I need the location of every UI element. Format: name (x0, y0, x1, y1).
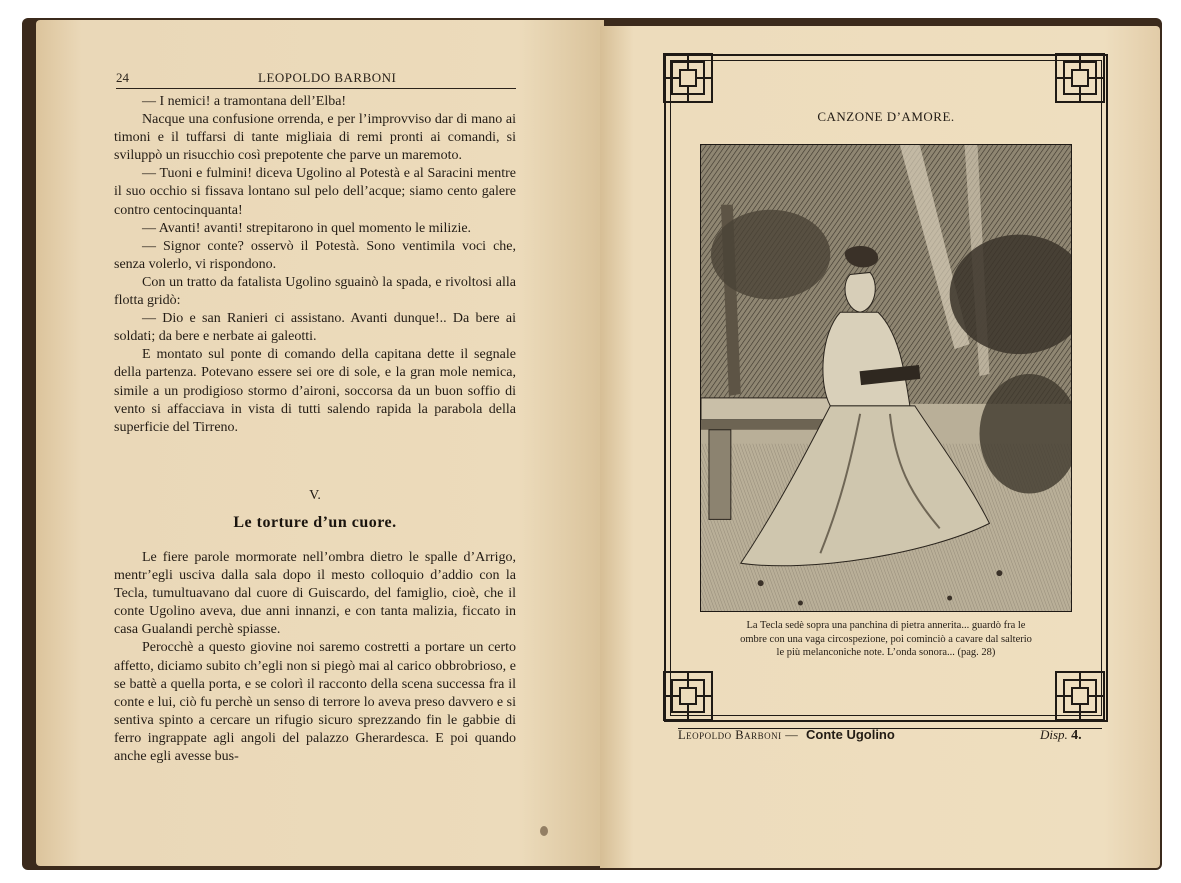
paragraph: E montato sul ponte di comando della capitana dette il segnale della partenza. Potevano essere sei ore di sole, e la gran mole nemica, simile a un prodigioso stormo d’aironi, soccorsa da un buon soffio di vento si affacciava in vista di tutti salendo rapida la parabola della superficie del Tirreno. (114, 347, 516, 435)
running-title: LEOPOLDO BARBONI (258, 70, 397, 85)
caption-line: ombre con una vaga circospezione, poi cominciò a cavare dal salterio (740, 633, 1032, 645)
fret-ornament-icon (1052, 50, 1108, 106)
paragraph: Perocchè a questo giovine noi saremo costretti a portare un certo affetto, diciamo subito ch’egli non si piegò mai al carico obbrobrioso, e se battè a quella porta, e se colorì il racconto della scena successa fra il conte e lui, ciò fu perchè un senso di terrore lo aveva preso davvero e si sentiva spinto a cercare un rifugio sicuro sprezzando fin le gabbie di ferro ingrappate agli angoli del palazzo Gherardesca. E poi quando anche egli avesse bus- (114, 640, 516, 765)
text-block-top (114, 93, 516, 437)
engraving-illustration (700, 144, 1072, 612)
footer-author: Leopoldo Barboni — (678, 728, 799, 742)
ink-stain (540, 826, 548, 836)
footer-dispensa (1040, 727, 1082, 744)
caption-line: La Tecla sedè sopra una panchina di pietra annerita... guardò fra le (746, 620, 1026, 631)
chapter-title: Le torture d’un cuore. (233, 514, 397, 531)
paragraph: — Tuoni e fulmini! diceva Ugolino al Potestà e al Saracini mentre il suo occhio si fissava lontano sul pelo dell’acque; siamo cento galere contro centocinquanta! (114, 166, 516, 218)
dispensa-label: Disp. (1040, 727, 1068, 742)
fret-ornament-icon (1052, 668, 1108, 724)
plate-title: CANZONE D’AMORE. (817, 109, 955, 124)
fret-ornament-icon (660, 668, 716, 724)
paragraph: — Avanti! avanti! strepitarono in quel momento le milizie. (142, 220, 472, 236)
plate-caption (700, 619, 1072, 660)
dispensa-number: 4. (1071, 728, 1082, 743)
caption-line: le più melanconiche note. L’onda sonora... (pag. 28) (776, 647, 996, 658)
fret-ornament-icon (660, 50, 716, 106)
text-block-bottom (114, 549, 516, 766)
paragraph: — Dio e san Ranieri ci assistano. Avanti dunque!.. Da bere ai soldati; da bere e nerbate ai galeotti. (114, 311, 516, 345)
chapter-number: V. (309, 488, 321, 503)
paragraph: Con un tratto da fatalista Ugolino sguainò la spada, e rivoltosi alla flotta gridò: (114, 274, 516, 309)
running-head (116, 68, 516, 89)
page-number: 24 (116, 70, 129, 85)
paragraph: Nacque una confusione orrenda, e per l’improvviso dar di mano ai timoni e il tuffarsi di tante migliaia di remi pronti ai comandi, si sviluppò un risucchio così prepotente che parve un maremoto. (114, 112, 516, 164)
paragraph: Le fiere parole mormorate nell’ombra dietro le spalle d’Arrigo, mentr’egli usciva dalla sala dopo il mesto colloquio d’addio con la Tecla, tumultuavano dal cuore di Guiscardo, del famiglio, cioè, che il conte Ugolino aveva, due anni innanzi, e con tanta malizia, ficcato in casa Gualandi perchè spiasse. (114, 550, 516, 638)
footer-title: Conte Ugolino (806, 727, 895, 742)
paragraph: — Signor conte? osservò il Potestà. Sono ventimila voci che, senza volerlo, vi rispondono. (114, 238, 516, 272)
paragraph: — I nemici! a tramontana dell’Elba! (142, 94, 347, 109)
